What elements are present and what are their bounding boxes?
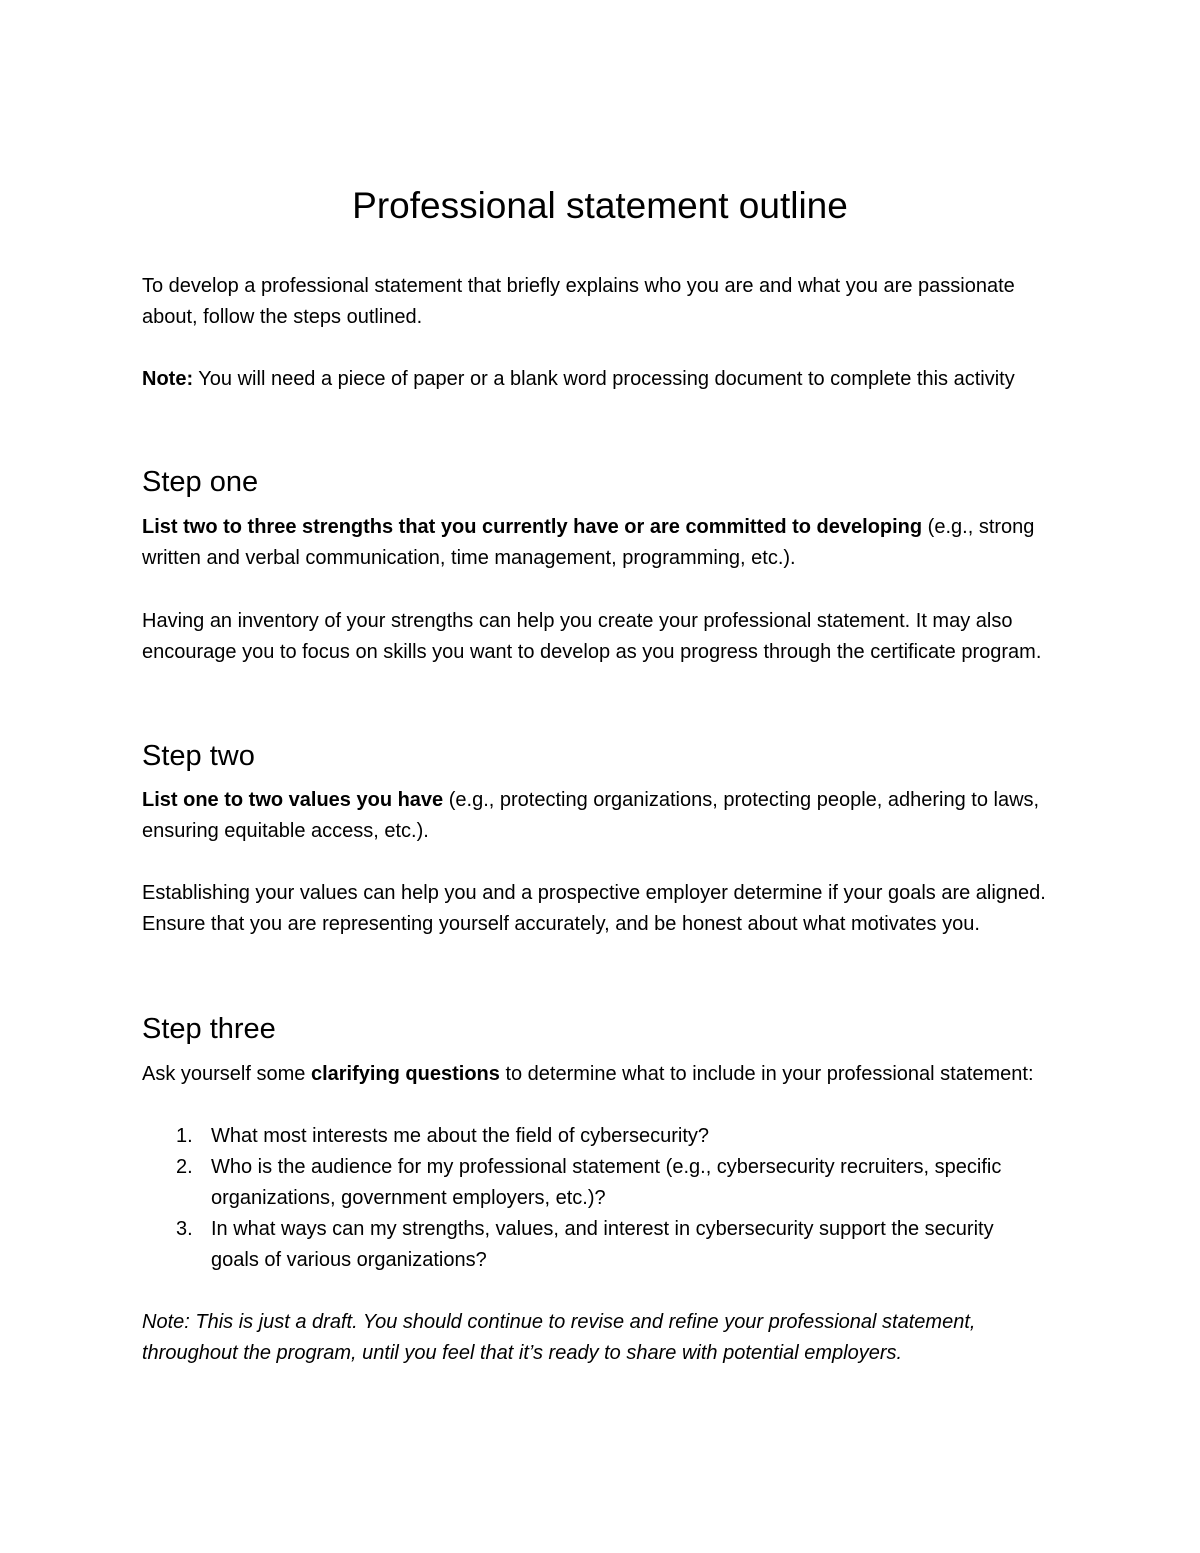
step-three-intro-after: to determine what to include in your professional statement: — [499, 1063, 1034, 1085]
list-item-text: What most interests me about the field of cybersecurity? — [211, 1125, 709, 1147]
step-two-instruction — [142, 785, 1062, 847]
step-three-intro-before: Ask yourself some — [142, 1063, 311, 1085]
clarifying-questions-list — [142, 1121, 1042, 1276]
step-one-instruction-bold: List two to three strengths that you currently have or are committed to developing — [142, 516, 923, 538]
step-one-heading: Step one — [142, 466, 259, 498]
list-item-number: 3. — [176, 1218, 193, 1240]
list-item — [142, 1152, 1042, 1214]
step-one-instruction — [142, 512, 1062, 574]
list-item-number: 2. — [176, 1156, 193, 1178]
intro-paragraph: To develop a professional statement that briefly explains who you are and what you are passionate about, follow the steps outlined. — [142, 275, 1015, 328]
list-item-number: 1. — [176, 1125, 193, 1147]
closing-note: Note: This is just a draft. You should continue to revise and refine your professional statement, throughout the program, until you feel that it’s ready to share with potential employers. — [142, 1311, 976, 1364]
note-label: Note: — [142, 368, 194, 390]
step-one-instruction-rest: (e.g., strong written and verbal communication, time management, programming, etc.). — [142, 516, 1035, 569]
step-three-intro-bold: clarifying questions — [310, 1063, 500, 1085]
document-title: Professional statement outline — [352, 185, 848, 226]
step-three-intro — [142, 1059, 1062, 1090]
step-two-heading: Step two — [142, 740, 255, 772]
step-two-body: Establishing your values can help you and a prospective employer determine if your goals are aligned. Ensure that you are representing yourself accurately, and be honest about what motivates you. — [142, 882, 1046, 935]
list-item — [142, 1214, 1042, 1276]
step-two-instruction-rest: (e.g., protecting organizations, protecting people, adhering to laws, ensuring equitable access, etc.). — [142, 789, 1040, 842]
step-one-body: Having an inventory of your strengths can help you create your professional statement. It may also encourage you to focus on skills you want to develop as you progress through the certificate program. — [142, 610, 1042, 663]
list-item-text: Who is the audience for my professional statement (e.g., cybersecurity recruiters, specific organizations, government employers, etc.)? — [211, 1156, 1002, 1209]
step-three-heading: Step three — [142, 1013, 276, 1045]
step-two-instruction-bold: List one to two values you have — [142, 789, 444, 811]
note-paragraph — [142, 364, 1062, 395]
list-item — [142, 1121, 1042, 1152]
list-item-text: In what ways can my strengths, values, and interest in cybersecurity support the security goals of various organizations? — [211, 1218, 994, 1271]
note-text: You will need a piece of paper or a blank word processing document to complete this activity — [193, 368, 1015, 390]
